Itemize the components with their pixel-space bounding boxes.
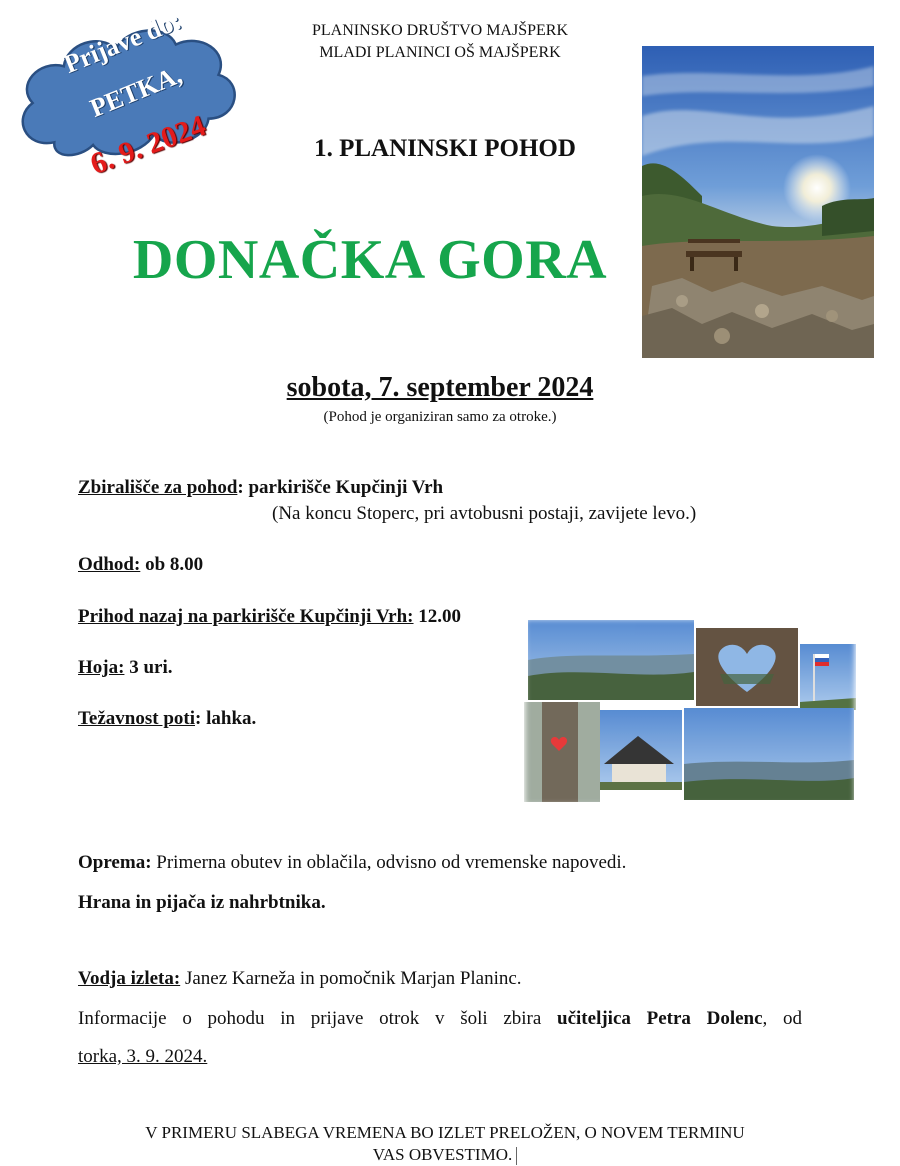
event-note: (Pohod je organiziran samo za otroke.) [323, 409, 557, 425]
badge-line-1: Prijave do: [60, 5, 186, 79]
registration-info [78, 1008, 802, 1030]
photo-collage [520, 614, 860, 810]
info-suffix: , od [762, 1008, 803, 1029]
leader [78, 968, 522, 990]
footer-note [80, 1122, 810, 1166]
page-title: DONAČKA GORA [132, 229, 608, 291]
meeting-label: Zbirališče za pohod [78, 477, 238, 498]
badge-deadline-date: 6. 9. 2024 [86, 108, 211, 182]
footer-line-2 [80, 1144, 810, 1166]
walk-value: 3 uri. [124, 657, 173, 678]
info-date: torka, 3. 9. 2024. [78, 1046, 208, 1067]
return-label: Prihod nazaj na parkirišče Kupčinji Vrh: [78, 606, 414, 627]
gear [78, 852, 626, 874]
gear-label: Oprema: [78, 852, 152, 873]
meeting-value: parkirišče Kupčinji Vrh [243, 477, 444, 498]
org-line-2: MLADI PLANINCI OŠ MAJŠPERK [319, 44, 561, 61]
event-subtitle: 1. PLANINSKI POHOD [314, 135, 576, 162]
info-prefix: Informacije o pohodu in prijave otrok v šoli zbira [78, 1008, 558, 1029]
event-date: sobota, 7. september 2024 [286, 372, 594, 403]
badge-line-2: PETKA, [86, 60, 186, 123]
walking-time [78, 657, 172, 679]
departure [78, 554, 203, 576]
deadline-badge [8, 5, 243, 182]
walk-label: Hoja: [78, 657, 125, 678]
leader-value: Janez Karneža in pomočnik Marjan Planinc. [180, 968, 522, 989]
info-teacher: učiteljica Petra Dolenc [557, 1008, 763, 1029]
meeting-hint: (Na koncu Stoperc, pri avtobusni postaji, zavijete levo.) [272, 503, 697, 524]
meeting-colon: : [237, 477, 244, 498]
difficulty-value: : lahka. [195, 708, 257, 729]
departure-value: ob 8.00 [140, 554, 204, 575]
footer-line-1: V PRIMERU SLABEGA VREMENA BO IZLET PRELOŽEN, O NOVEM TERMINU [145, 1123, 745, 1142]
return-value: 12.00 [413, 606, 462, 627]
departure-label: Odhod: [78, 554, 141, 575]
leader-label: Vodja izleta: [78, 968, 181, 989]
org-line-1: PLANINSKO DRUŠTVO MAJŠPERK [311, 22, 569, 39]
text-cursor [516, 1147, 517, 1165]
landscape-photo [642, 46, 874, 358]
difficulty [78, 708, 256, 730]
meeting-point [78, 477, 443, 499]
gear-value: Primerna obutev in oblačila, odvisno od vremenske napovedi. [151, 852, 627, 873]
food-note: Hrana in pijača iz nahrbtnika. [78, 892, 326, 913]
return-time [78, 606, 461, 628]
footer-line-2-text: VAS OBVESTIMO. [372, 1145, 513, 1164]
difficulty-label: Težavnost poti [78, 708, 196, 729]
